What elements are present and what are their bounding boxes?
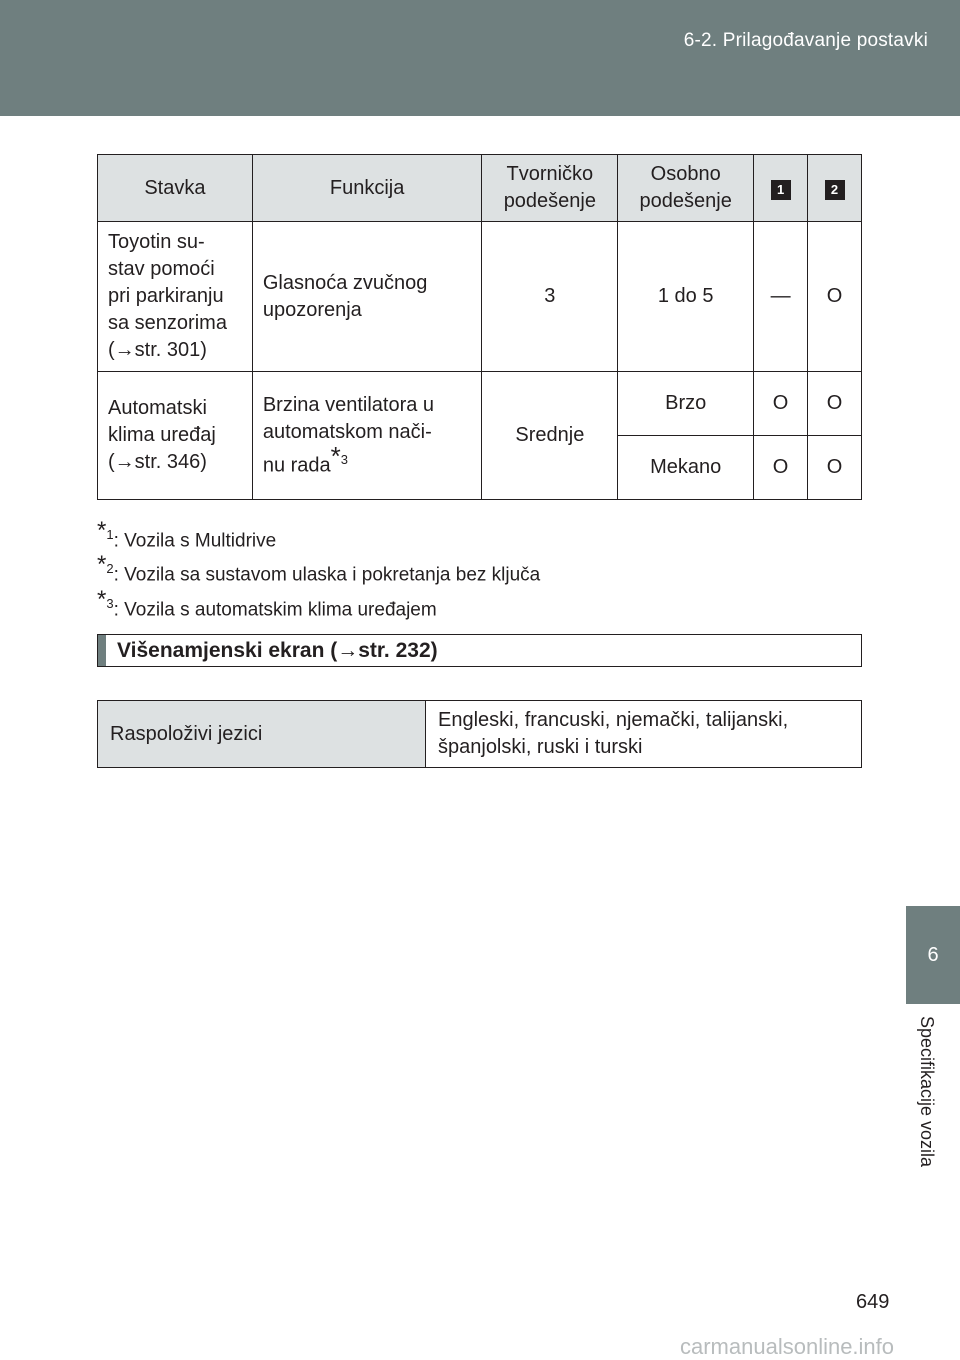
- footnotes: [97, 517, 541, 624]
- watermark: carmanualsonline.info: [680, 1334, 895, 1359]
- cell-value: Engleski, francuski, njemački, talijanski, španjolski, ruski i turski: [426, 701, 862, 768]
- cell-osobno: 1 do 5: [618, 222, 754, 372]
- cell-stavka: Toyotin su- stav pomoći pri parkiranju sa senzorima (→str. 301): [98, 222, 253, 372]
- header-tvornicko: Tvorničko podešenje: [482, 155, 618, 222]
- chapter-tab: [906, 906, 960, 1004]
- header-osobno: Osobno podešenje: [618, 155, 754, 222]
- header-col-2: [808, 155, 862, 222]
- table-row: [98, 222, 862, 372]
- cell-osobno: Brzo: [618, 372, 754, 436]
- footnote: [97, 551, 541, 589]
- footnote-star: *: [97, 517, 107, 544]
- section-title: Višenamjenski ekran (→str. 232): [117, 638, 438, 662]
- badge-2-icon: 2: [825, 180, 845, 200]
- page-header: [0, 0, 960, 116]
- footnote-number: 3: [106, 595, 114, 611]
- table-row: [98, 701, 862, 768]
- badge-1-icon: 1: [771, 180, 791, 200]
- page-number: 649: [856, 1291, 890, 1313]
- chapter-number: 6: [927, 943, 939, 966]
- cell-osobno: Mekano: [618, 436, 754, 500]
- table-header-row: [98, 155, 862, 222]
- cell-col-1: —: [754, 222, 808, 372]
- footnote-star: *: [97, 551, 107, 579]
- cell-col-1: O: [754, 436, 808, 500]
- cell-col-1: O: [754, 372, 808, 436]
- funkcija-text: Brzina ventilatora u automatskom nači- nu rada: [262, 393, 435, 477]
- cell-stavka: Automatski klima uređaj (→str. 346): [98, 372, 253, 500]
- footnote: [97, 517, 540, 555]
- footnote-star: *: [97, 585, 107, 613]
- table-row: [98, 372, 862, 436]
- footnote-text: : Vozila s Multidrive: [113, 530, 277, 552]
- languages-table: [97, 700, 862, 768]
- footnote-text: : Vozila s automatskim klima uređajem: [113, 598, 437, 620]
- footnote-number: 1: [106, 527, 114, 542]
- footnote-number: 2: [106, 561, 114, 577]
- cell-label: Raspoloživi jezici: [98, 701, 426, 768]
- cell-col-2: O: [808, 222, 862, 372]
- header-col-1: [754, 155, 808, 222]
- cell-tvornicko: Srednje: [482, 372, 618, 500]
- footnote-star: *: [330, 440, 341, 471]
- footnote-number: 3: [340, 451, 349, 467]
- cell-col-2: O: [808, 436, 862, 500]
- cell-funkcija: [252, 372, 482, 500]
- cell-tvornicko: 3: [482, 222, 618, 372]
- footnote-text: : Vozila sa sustavom ulaska i pokretanja bez ključa: [113, 564, 541, 586]
- section-marker: [98, 635, 106, 666]
- settings-table: [97, 154, 862, 500]
- cell-col-2: O: [808, 372, 862, 436]
- chapter-label: Specifikacije vozila: [917, 1016, 937, 1168]
- header-stavka: Stavka: [98, 155, 253, 222]
- cell-funkcija: Glasnoća zvučnog upozorenja: [252, 222, 482, 372]
- footnote: [97, 585, 540, 624]
- section-breadcrumb: 6-2. Prilagođavanje postavki: [683, 30, 928, 51]
- section-heading: [97, 634, 862, 667]
- header-funkcija: Funkcija: [252, 155, 482, 222]
